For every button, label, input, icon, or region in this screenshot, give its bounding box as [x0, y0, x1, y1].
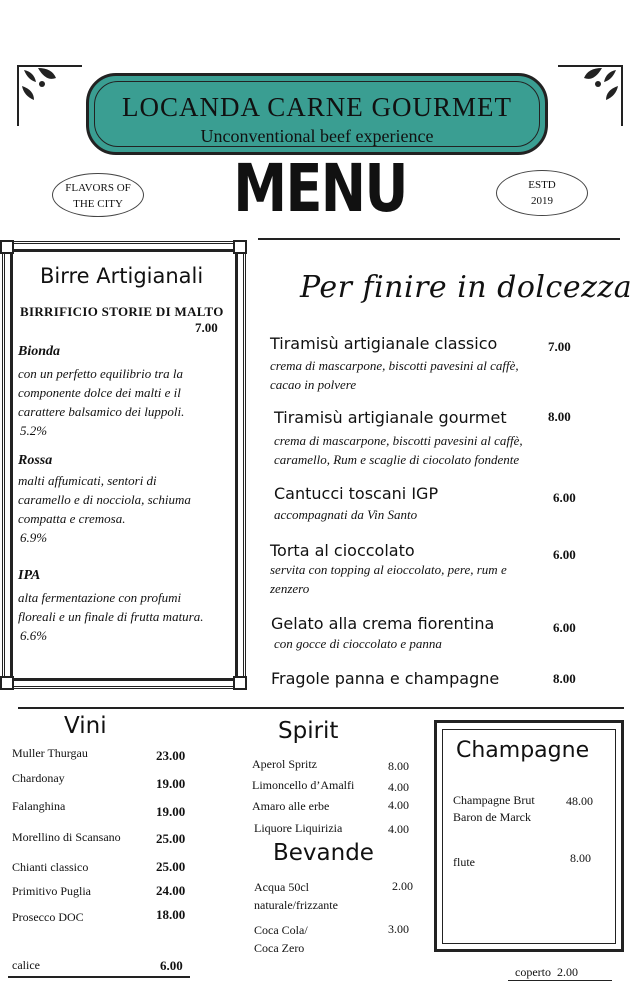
wine-price: 19.00 [156, 776, 186, 791]
frame-corner [233, 240, 247, 254]
spirit-heading: Spirit [278, 718, 339, 744]
dessert-price: 8.00 [553, 671, 576, 686]
beer-name: IPA [18, 568, 41, 583]
spirit-name: Amaro alle erbe [252, 799, 330, 813]
beer-name: Bionda [18, 344, 61, 359]
header-divider [258, 238, 620, 240]
glass-label: calice [12, 958, 40, 972]
frame-corner [0, 240, 14, 254]
spirit-price: 8.00 [388, 759, 409, 773]
beer-item: Bionda con un perfetto equilibrio tra la componente dolce dei malti e il carattere balsamico dei luppoli. 5.2% [18, 344, 238, 440]
dessert-item: Tiramisù artigianale gourmet crema di mascarpone, biscotti pavesini al caffè, caramello, Rum e scaglie di ciocolato fondente [274, 408, 594, 469]
spirit-price: 4.00 [388, 822, 409, 836]
restaurant-name: LOCANDA CARNE GOURMET [121, 92, 512, 122]
dessert-item: Torta al cioccolato servita con topping al eioccolato, pere, rum e zenzero [270, 541, 590, 598]
spirit-price: 4.00 [388, 798, 409, 812]
dessert-item [271, 669, 591, 688]
beer-abv: 5.2% [20, 423, 48, 438]
dessert-heading: Per finire in dolcezza [300, 270, 633, 305]
dessert-price: 8.00 [548, 409, 571, 424]
wine-name: Morellino di Scansano [12, 830, 121, 844]
section-divider [18, 707, 624, 709]
drinks-heading: Bevande [273, 840, 374, 866]
dessert-item: Tiramisù artigianale classico crema di mascarpone, biscotti pavesini al caffè, cacao in polvere [270, 334, 590, 394]
dessert-name: Torta al cioccolato [270, 541, 415, 560]
wine-price: 25.00 [156, 859, 186, 874]
beer-item: Rossa malti affumicati, sentori di caramello e di nocciola, schiuma compatta e cremosa. 6.9% [18, 453, 238, 547]
wine-name: Prosecco DOC [12, 910, 84, 924]
drink-price: 3.00 [388, 922, 409, 936]
beer-item: IPA alta fermentazione con profumi floreali e un finale di frutta matura. 6.6% [18, 568, 238, 645]
champagne-heading: Champagne [456, 738, 590, 763]
ornament-left-icon [14, 60, 84, 128]
drink-name: Acqua 50cl naturale/frizzante [254, 880, 338, 912]
frame-corner [0, 676, 14, 690]
champagne-name: flute [453, 855, 475, 869]
frame-corner [233, 676, 247, 690]
wine-name: Primitivo Puglia [12, 884, 92, 898]
dessert-price: 6.00 [553, 490, 576, 505]
menu-title: MENU [233, 150, 407, 227]
wine-price: 18.00 [156, 907, 186, 922]
dessert-name: Tiramisù artigianale gourmet [274, 408, 507, 427]
brewery-name: BIRRIFICIO STORIE DI MALTO [20, 304, 224, 319]
glass-price: 6.00 [160, 958, 183, 973]
dessert-name: Gelato alla crema fiorentina [271, 614, 495, 633]
ornament-right-icon [556, 60, 626, 128]
wine-name: Falanghina [12, 799, 66, 813]
spirit-name: Aperol Spritz [252, 757, 317, 771]
dessert-price: 7.00 [548, 339, 571, 354]
beer-abv: 6.6% [20, 628, 48, 643]
dessert-item: Gelato alla crema fiorentina con gocce di cioccolato e panna [271, 614, 591, 653]
champagne-name: Champagne Brut Baron de Marck [453, 793, 535, 824]
wine-name: Chianti classico [12, 860, 89, 874]
dessert-name: Fragole panna e champagne [271, 669, 500, 688]
dessert-price: 6.00 [553, 547, 576, 562]
champagne-price: 48.00 [566, 794, 593, 808]
spirit-price: 4.00 [388, 780, 409, 794]
wine-price: 25.00 [156, 831, 186, 846]
flavors-badge: FLAVORS OF THE CITY [52, 173, 144, 217]
wine-heading: Vini [64, 713, 107, 739]
cover-charge: coperto 2.00 [515, 965, 578, 979]
wine-price: 19.00 [156, 804, 186, 819]
cover-underline [508, 980, 612, 981]
wine-name: Muller Thurgau [12, 746, 88, 760]
wine-price: 23.00 [156, 748, 186, 763]
beer-price: 7.00 [195, 320, 218, 335]
beer-abv: 6.9% [20, 530, 48, 545]
restaurant-tagline: Unconventional beef experience [200, 126, 434, 146]
drink-price: 2.00 [392, 879, 413, 893]
dessert-price: 6.00 [553, 620, 576, 635]
dessert-name: Tiramisù artigianale classico [270, 334, 498, 353]
spirit-name: Liquore Liquirizia [254, 821, 343, 835]
beer-name: Rossa [18, 453, 53, 468]
dessert-name: Cantucci toscani IGP [274, 484, 439, 503]
champagne-price: 8.00 [570, 851, 591, 865]
established-badge: ESTD 2019 [496, 170, 588, 216]
wine-price: 24.00 [156, 883, 186, 898]
spirit-name: Limoncello d’Amalfi [252, 778, 355, 792]
drink-name: Coca Cola/ Coca Zero [254, 923, 308, 955]
dessert-item: Cantucci toscani IGP accompagnati da Vin Santo [274, 484, 594, 524]
wine-name: Chardonay [12, 771, 65, 785]
beer-heading: Birre Artigianali [40, 264, 204, 288]
wine-bottom-line [8, 976, 190, 978]
